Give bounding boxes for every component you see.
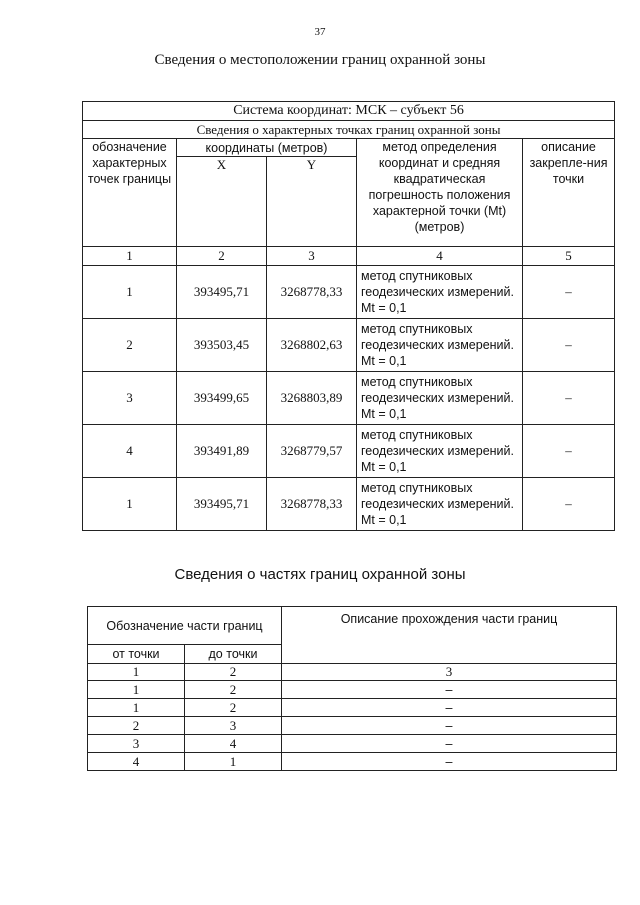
- point-description: –: [523, 372, 615, 425]
- method-text: метод спутниковых геодезических измерений. Mt = 0,1: [357, 478, 523, 531]
- from-point: 1: [88, 681, 185, 699]
- to-point: 2: [185, 699, 282, 717]
- section-title-boundaries: Сведения о местоположении границ охранной зоны: [154, 52, 486, 68]
- col-number-5: 5: [523, 247, 615, 266]
- part-description: –: [282, 717, 617, 735]
- from-point: 3: [88, 735, 185, 753]
- page-number: 37: [314, 26, 326, 38]
- header-designation: обозначение характерных точек границы: [83, 139, 177, 247]
- part-description: –: [282, 681, 617, 699]
- table-row: [88, 753, 617, 771]
- point-id: 2: [83, 319, 177, 372]
- section-title-parts: Сведения о частях границ охранной зоны: [174, 566, 466, 583]
- point-description: –: [523, 266, 615, 319]
- to-point: 3: [185, 717, 282, 735]
- table-row: [88, 699, 617, 717]
- point-id: 1: [83, 266, 177, 319]
- point-id: 3: [83, 372, 177, 425]
- from-point: 1: [88, 699, 185, 717]
- to-point: 4: [185, 735, 282, 753]
- header-method: метод определения координат и средняя квадратическая погрешность положения характерной точки (Mt) (метров): [357, 139, 523, 247]
- table-row: [88, 735, 617, 753]
- header-parts-description: Описание прохождения части границ: [282, 607, 617, 664]
- points-heading-cell: Сведения о характерных точках границ охранной зоны: [83, 121, 615, 139]
- method-text: метод спутниковых геодезических измерений. Mt = 0,1: [357, 266, 523, 319]
- part-description: –: [282, 699, 617, 717]
- method-text: метод спутниковых геодезических измерений. Mt = 0,1: [357, 372, 523, 425]
- header-description: описание закрепле-ния точки: [523, 139, 615, 247]
- boundary-points-table: [82, 101, 615, 531]
- coord-x: 393503,45: [177, 319, 267, 372]
- table-row: [88, 717, 617, 735]
- method-text: метод спутниковых геодезических измерений. Mt = 0,1: [357, 425, 523, 478]
- coord-y: 3268803,89: [267, 372, 357, 425]
- to-point: 1: [185, 753, 282, 771]
- col-number-4: 4: [357, 247, 523, 266]
- col-number-1: 1: [88, 664, 185, 681]
- point-id: 4: [83, 425, 177, 478]
- method-text: метод спутниковых геодезических измерений. Mt = 0,1: [357, 319, 523, 372]
- coord-x: 393491,89: [177, 425, 267, 478]
- col-number-3: 3: [267, 247, 357, 266]
- coord-x: 393495,71: [177, 478, 267, 531]
- from-point: 4: [88, 753, 185, 771]
- coord-system-cell: Система координат: МСК – субъект 56: [83, 102, 615, 121]
- col-number-3: 3: [282, 664, 617, 681]
- coord-y: 3268778,33: [267, 478, 357, 531]
- from-point: 2: [88, 717, 185, 735]
- col-number-2: 2: [185, 664, 282, 681]
- coord-x: 393495,71: [177, 266, 267, 319]
- header-part: Обозначение части границ: [88, 607, 282, 645]
- header-to: до точки: [185, 645, 282, 664]
- point-description: –: [523, 425, 615, 478]
- table-row: [83, 372, 615, 425]
- boundary-parts-table: [87, 606, 617, 771]
- col-number-2: 2: [177, 247, 267, 266]
- coord-y: 3268779,57: [267, 425, 357, 478]
- table-row: [83, 266, 615, 319]
- part-description: –: [282, 735, 617, 753]
- header-from: от точки: [88, 645, 185, 664]
- header-x: X: [177, 157, 267, 247]
- coord-x: 393499,65: [177, 372, 267, 425]
- part-description: –: [282, 753, 617, 771]
- to-point: 2: [185, 681, 282, 699]
- point-description: –: [523, 478, 615, 531]
- point-id: 1: [83, 478, 177, 531]
- table-row: [83, 425, 615, 478]
- table-row: [88, 681, 617, 699]
- header-y: Y: [267, 157, 357, 247]
- coord-y: 3268778,33: [267, 266, 357, 319]
- header-coords: координаты (метров): [177, 139, 357, 157]
- coord-y: 3268802,63: [267, 319, 357, 372]
- col-number-1: 1: [83, 247, 177, 266]
- point-description: –: [523, 319, 615, 372]
- table-row: [83, 319, 615, 372]
- table-row: [83, 478, 615, 531]
